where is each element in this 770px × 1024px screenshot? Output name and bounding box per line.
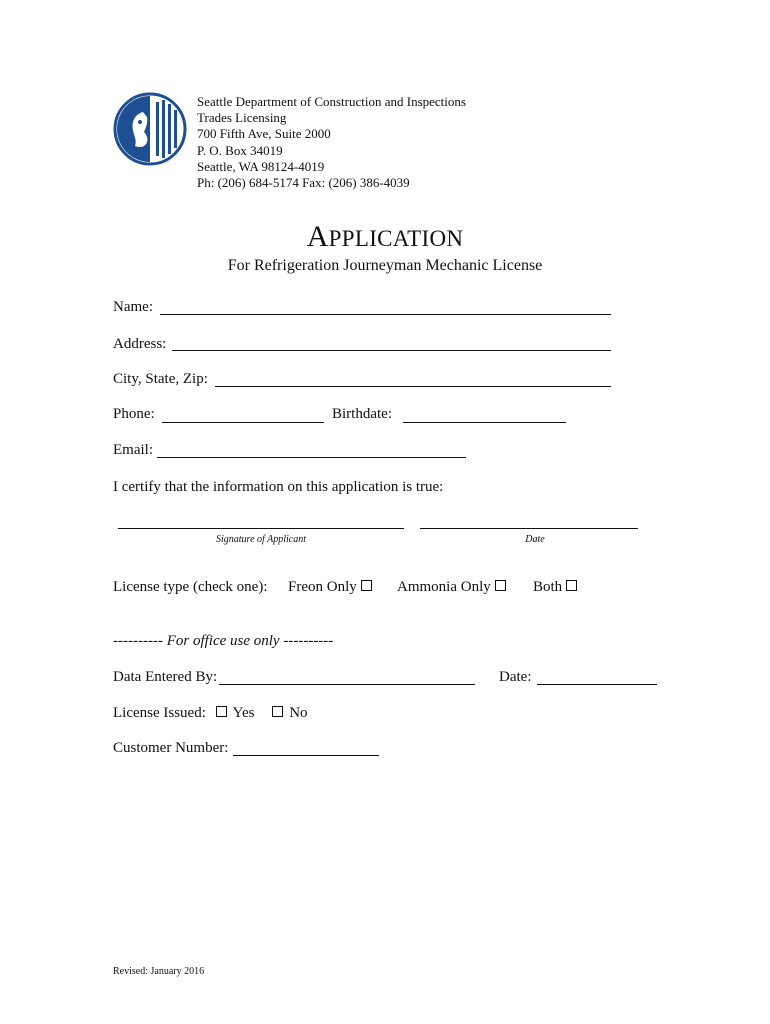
email-field[interactable] xyxy=(157,457,466,458)
office-date-field[interactable] xyxy=(537,684,657,685)
both-checkbox[interactable] xyxy=(566,580,577,591)
office-date-label: Date: xyxy=(499,669,532,685)
seattle-logo xyxy=(113,92,187,166)
office-heading-text: For office use only xyxy=(166,633,280,649)
po-box: P. O. Box 34019 xyxy=(197,142,283,158)
certify-statement: I certify that the information on this application is true: xyxy=(113,479,444,495)
both-label: Both xyxy=(533,579,563,595)
email-label: Email: xyxy=(113,442,153,458)
ammonia-only-label: Ammonia Only xyxy=(397,579,491,595)
city-state-zip-field[interactable] xyxy=(215,386,611,387)
phone-field[interactable] xyxy=(162,422,324,423)
license-type-label: License type (check one): xyxy=(113,579,268,595)
yes-checkbox[interactable] xyxy=(216,706,227,717)
address-field[interactable] xyxy=(172,350,611,351)
freon-only-option xyxy=(288,579,372,596)
revised-date: Revised: January 2016 xyxy=(113,966,205,977)
signature-caption: Signature of Applicant xyxy=(216,534,306,545)
signature-date-field[interactable] xyxy=(420,528,638,529)
name-field[interactable] xyxy=(160,314,611,315)
customer-number-field[interactable] xyxy=(233,755,379,756)
city-address: Seattle, WA 98124-4019 xyxy=(197,158,325,174)
office-use-heading xyxy=(113,633,333,650)
ammonia-only-option xyxy=(397,579,506,596)
license-issued-label: License Issued: xyxy=(113,705,206,721)
birthdate-field[interactable] xyxy=(403,422,566,423)
license-issued-row xyxy=(113,705,308,722)
no-checkbox[interactable] xyxy=(272,706,283,717)
ammonia-only-checkbox[interactable] xyxy=(495,580,506,591)
page-subtitle: For Refrigeration Journeyman Mechanic License xyxy=(227,257,543,274)
birthdate-label: Birthdate: xyxy=(332,406,392,422)
both-option xyxy=(533,579,577,596)
office-heading-left-dashes: ---------- xyxy=(113,633,163,649)
division-name: Trades Licensing xyxy=(197,110,287,126)
yes-label: Yes xyxy=(232,705,255,721)
signature-field[interactable] xyxy=(118,528,404,529)
freon-only-checkbox[interactable] xyxy=(361,580,372,591)
office-heading-right-dashes: ---------- xyxy=(283,633,334,649)
phone-fax: Ph: (206) 684-5174 Fax: (206) 386-4039 xyxy=(197,175,410,191)
page-title xyxy=(0,220,770,254)
org-name: Seattle Department of Construction and Inspections xyxy=(197,94,466,109)
city-state-zip-label: City, State, Zip: xyxy=(113,371,208,387)
no-label: No xyxy=(289,705,308,721)
freon-only-label: Freon Only xyxy=(288,579,357,595)
data-entered-by-field[interactable] xyxy=(219,684,475,685)
title-initial: A xyxy=(306,220,329,253)
customer-number-label: Customer Number: xyxy=(113,740,229,756)
department-header xyxy=(197,94,466,191)
title-rest: PPLICATION xyxy=(328,226,464,251)
data-entered-by-label: Data Entered By: xyxy=(113,669,218,685)
street-address: 700 Fifth Ave, Suite 2000 xyxy=(197,126,331,142)
address-label: Address: xyxy=(113,336,167,352)
date-caption: Date xyxy=(525,534,545,545)
name-label: Name: xyxy=(113,299,153,315)
phone-label: Phone: xyxy=(113,406,155,422)
